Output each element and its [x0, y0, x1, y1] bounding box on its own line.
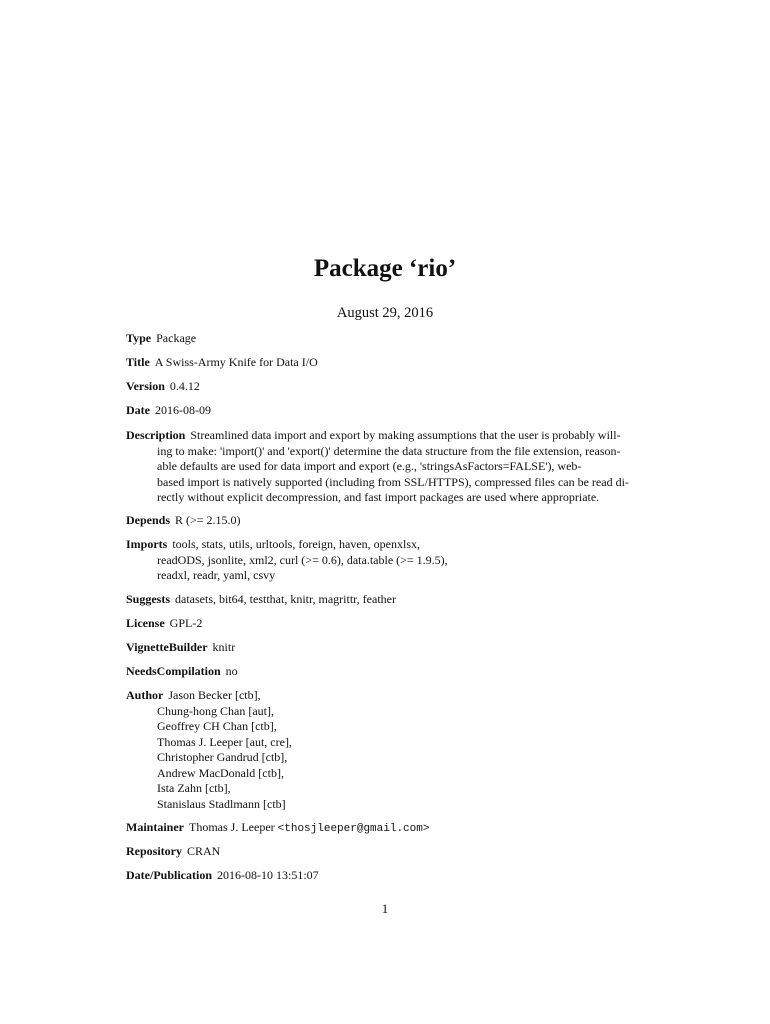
- package-title: Package ‘rio’: [313, 255, 457, 282]
- field-key: Type: [126, 331, 152, 345]
- author-line: Ista Zahn [ctb],: [157, 781, 231, 795]
- field-date-publication: [126, 868, 646, 884]
- field-date: [126, 403, 646, 419]
- maintainer-email: <thosjleeper@gmail.com>: [277, 823, 430, 835]
- field-key: Description: [126, 428, 186, 442]
- document-date: August 29, 2016: [336, 305, 434, 321]
- field-value: 2016-08-10 13:51:07: [217, 868, 319, 882]
- field-value: R (>= 2.15.0): [175, 513, 241, 527]
- field-key: Version: [126, 379, 165, 393]
- maintainer-name: Thomas J. Leeper: [189, 820, 275, 834]
- field-value: 2016-08-09: [155, 403, 211, 417]
- author-line: Jason Becker [ctb],: [168, 688, 261, 702]
- author-line: Thomas J. Leeper [aut, cre],: [157, 734, 292, 749]
- description-line: able defaults are used for data import and export (e.g., 'stringsAsFactors=FALSE'), web-: [157, 459, 582, 473]
- field-vignette-builder: [126, 640, 646, 656]
- description-line: based import is natively supported (including from SSL/HTTPS), compressed files can be read di-: [157, 474, 629, 489]
- field-title: [126, 355, 646, 371]
- field-key: Date/Publication: [126, 868, 212, 882]
- field-key: Author: [126, 688, 164, 702]
- field-key: Imports: [126, 537, 168, 551]
- field-key: VignetteBuilder: [126, 640, 208, 654]
- field-value: 0.4.12: [169, 379, 200, 393]
- author-line: Andrew MacDonald [ctb],: [157, 765, 284, 780]
- field-value: datasets, bit64, testthat, knitr, magrittr, feather: [175, 592, 396, 606]
- imports-line: readxl, readr, yaml, csvy: [157, 568, 276, 582]
- field-key: Suggests: [126, 592, 171, 606]
- field-imports: [126, 537, 646, 584]
- field-value: Package: [156, 331, 197, 345]
- field-value: knitr: [212, 640, 236, 654]
- field-license: [126, 616, 646, 632]
- author-line: Geoffrey CH Chan [ctb],: [157, 719, 277, 733]
- imports-line: readODS, jsonlite, xml2, curl (>= 0.6), data.table (>= 1.9.5),: [157, 552, 448, 567]
- field-value: A Swiss-Army Knife for Data I/O: [154, 355, 318, 369]
- field-author: [126, 688, 646, 812]
- description-line: ing to make: 'import()' and 'export()' determine the data structure from the file extension, reason-: [157, 443, 621, 458]
- field-repository: [126, 844, 646, 860]
- page-number: 1: [381, 901, 389, 916]
- field-key: Title: [126, 355, 150, 369]
- field-key: License: [126, 616, 165, 630]
- description-line: Streamlined data import and export by making assumptions that the user is probably will-: [190, 428, 621, 442]
- field-value: GPL-2: [169, 616, 203, 630]
- field-type: [126, 331, 646, 347]
- field-key: Repository: [126, 844, 182, 858]
- field-suggests: [126, 592, 646, 608]
- imports-line: tools, stats, utils, urltools, foreign, haven, openxlsx,: [172, 537, 420, 551]
- field-value: no: [225, 664, 238, 678]
- author-line: Chung-hong Chan [aut],: [157, 703, 274, 718]
- field-version: [126, 379, 646, 395]
- field-key: NeedsCompilation: [126, 664, 221, 678]
- field-key: Maintainer: [126, 820, 184, 834]
- field-description: [126, 428, 646, 506]
- description-line: rectly without explicit decompression, and fast import packages are used where appropriate.: [157, 490, 600, 504]
- author-line: Stanislaus Stadlmann [ctb]: [157, 796, 286, 811]
- field-depends: [126, 513, 646, 529]
- field-value: CRAN: [187, 844, 221, 858]
- field-key: Depends: [126, 513, 171, 527]
- field-needs-compilation: [126, 664, 646, 680]
- field-maintainer: [126, 820, 646, 838]
- author-line: Christopher Gandrud [ctb],: [157, 750, 288, 764]
- field-key: Date: [126, 403, 150, 417]
